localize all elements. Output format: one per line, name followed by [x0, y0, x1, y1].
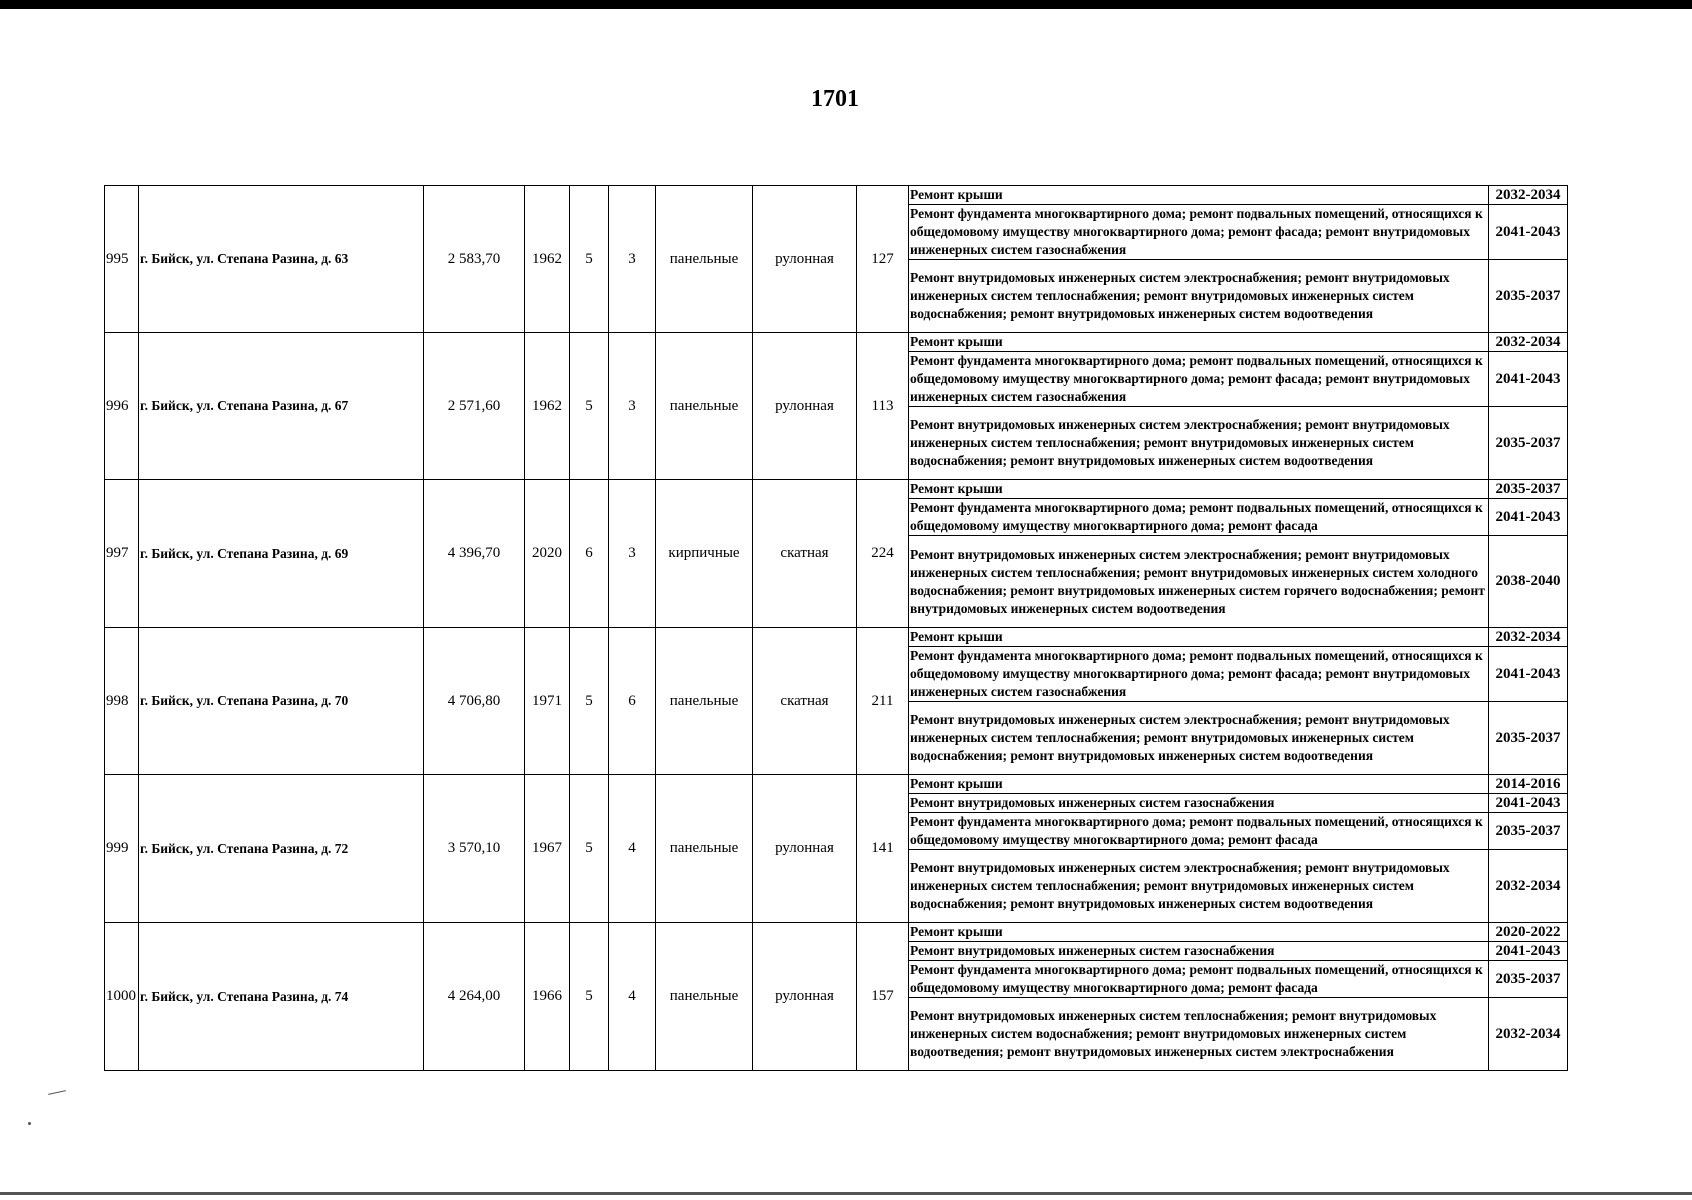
record-floors: 5: [570, 923, 609, 1071]
repair-schedule-body: [105, 186, 1568, 1071]
work-period: 2035-2037: [1489, 813, 1568, 850]
record-address: г. Бийск, ул. Степана Разина, д. 70: [139, 628, 424, 775]
work-period: 2038-2040: [1489, 536, 1568, 628]
record-floors: 5: [570, 775, 609, 923]
work-description: Ремонт фундамента многоквартирного дома; ремонт подвальных помещений, относящихся к общедомовому имуществу многоквартирного дома; ремонт фасада; ремонт внутридомовых инженерных систем газоснабжения: [909, 205, 1489, 260]
table-row: [105, 333, 1568, 352]
record-residents: 127: [857, 186, 909, 333]
record-number: 997: [105, 480, 139, 628]
work-description: Ремонт крыши: [909, 480, 1489, 499]
work-period: 2041-2043: [1489, 794, 1568, 813]
record-address: г. Бийск, ул. Степана Разина, д. 74: [139, 923, 424, 1071]
work-period: 2032-2034: [1489, 333, 1568, 352]
record-wall-material: панельные: [656, 775, 753, 923]
work-period: 2020-2022: [1489, 923, 1568, 942]
record-roof-type: рулонная: [753, 923, 857, 1071]
bottom-border-rule: [0, 1192, 1692, 1195]
record-residents: 211: [857, 628, 909, 775]
work-period: 2041-2043: [1489, 647, 1568, 702]
record-address: г. Бийск, ул. Степана Разина, д. 72: [139, 775, 424, 923]
record-roof-type: скатная: [753, 628, 857, 775]
record-number: 995: [105, 186, 139, 333]
work-description: Ремонт фундамента многоквартирного дома; ремонт подвальных помещений, относящихся к общедомовому имуществу многоквартирного дома; ремонт фасада; ремонт внутридомовых инженерных систем газоснабжения: [909, 647, 1489, 702]
record-wall-material: панельные: [656, 186, 753, 333]
record-roof-type: скатная: [753, 480, 857, 628]
record-area: 3 570,10: [424, 775, 525, 923]
record-residents: 224: [857, 480, 909, 628]
work-description: Ремонт внутридомовых инженерных систем газоснабжения: [909, 942, 1489, 961]
work-description: Ремонт фундамента многоквартирного дома; ремонт подвальных помещений, относящихся к общедомовому имуществу многоквартирного дома; ремонт фасада: [909, 499, 1489, 536]
work-description: Ремонт крыши: [909, 923, 1489, 942]
work-period: 2035-2037: [1489, 260, 1568, 333]
work-period: 2035-2037: [1489, 480, 1568, 499]
work-description: Ремонт фундамента многоквартирного дома; ремонт подвальных помещений, относящихся к общедомовому имуществу многоквартирного дома; ремонт фасада; ремонт внутридомовых инженерных систем газоснабжения: [909, 352, 1489, 407]
record-entrances: 4: [609, 923, 656, 1071]
work-period: 2035-2037: [1489, 702, 1568, 775]
record-area: 2 583,70: [424, 186, 525, 333]
record-area: 2 571,60: [424, 333, 525, 480]
work-period: 2032-2034: [1489, 186, 1568, 205]
record-number: 999: [105, 775, 139, 923]
work-description: Ремонт крыши: [909, 775, 1489, 794]
record-floors: 5: [570, 333, 609, 480]
work-description: Ремонт внутридомовых инженерных систем электроснабжения; ремонт внутридомовых инженерных систем теплоснабжения; ремонт внутридомовых инженерных систем водоснабжения; ремонт внутридомовых инженерных систем водоотведения: [909, 850, 1489, 923]
scan-artifact-mark: [48, 1090, 66, 1095]
record-wall-material: панельные: [656, 628, 753, 775]
record-year: 1962: [525, 186, 570, 333]
work-description: Ремонт внутридомовых инженерных систем теплоснабжения; ремонт внутридомовых инженерных систем водоснабжения; ремонт внутридомовых инженерных систем водоотведения; ремонт внутридомовых инженерных систем электроснабжения: [909, 998, 1489, 1071]
work-period: 2041-2043: [1489, 942, 1568, 961]
page-number: 1701: [811, 86, 859, 112]
table-row: [105, 923, 1568, 942]
record-floors: 5: [570, 186, 609, 333]
record-number: 998: [105, 628, 139, 775]
record-entrances: 4: [609, 775, 656, 923]
work-description: Ремонт крыши: [909, 186, 1489, 205]
scan-artifact-dot: [28, 1122, 31, 1125]
record-area: 4 706,80: [424, 628, 525, 775]
record-number: 1000: [105, 923, 139, 1071]
work-period: 2041-2043: [1489, 205, 1568, 260]
work-description: Ремонт внутридомовых инженерных систем электроснабжения; ремонт внутридомовых инженерных систем теплоснабжения; ремонт внутридомовых инженерных систем водоснабжения; ремонт внутридомовых инженерных систем водоотведения: [909, 407, 1489, 480]
table-row: [105, 628, 1568, 647]
work-description: Ремонт крыши: [909, 333, 1489, 352]
record-residents: 141: [857, 775, 909, 923]
work-period: 2032-2034: [1489, 850, 1568, 923]
record-roof-type: рулонная: [753, 333, 857, 480]
work-period: 2032-2034: [1489, 628, 1568, 647]
work-period: 2032-2034: [1489, 998, 1568, 1071]
record-floors: 5: [570, 628, 609, 775]
work-description: Ремонт фундамента многоквартирного дома; ремонт подвальных помещений, относящихся к общедомовому имуществу многоквартирного дома; ремонт фасада: [909, 813, 1489, 850]
record-number: 996: [105, 333, 139, 480]
record-entrances: 3: [609, 186, 656, 333]
repair-schedule-table: [104, 185, 1568, 1071]
table-row: [105, 186, 1568, 205]
record-area: 4 396,70: [424, 480, 525, 628]
work-period: 2035-2037: [1489, 961, 1568, 998]
work-period: 2014-2016: [1489, 775, 1568, 794]
work-period: 2041-2043: [1489, 499, 1568, 536]
work-period: 2035-2037: [1489, 407, 1568, 480]
record-year: 1962: [525, 333, 570, 480]
work-description: Ремонт крыши: [909, 628, 1489, 647]
record-wall-material: панельные: [656, 923, 753, 1071]
table-row: [105, 480, 1568, 499]
record-wall-material: кирпичные: [656, 480, 753, 628]
record-entrances: 3: [609, 333, 656, 480]
work-description: Ремонт внутридомовых инженерных систем электроснабжения; ремонт внутридомовых инженерных систем теплоснабжения; ремонт внутридомовых инженерных систем водоснабжения; ремонт внутридомовых инженерных систем водоотведения: [909, 260, 1489, 333]
record-roof-type: рулонная: [753, 775, 857, 923]
work-description: Ремонт внутридомовых инженерных систем газоснабжения: [909, 794, 1489, 813]
record-address: г. Бийск, ул. Степана Разина, д. 67: [139, 333, 424, 480]
record-address: г. Бийск, ул. Степана Разина, д. 69: [139, 480, 424, 628]
table-row: [105, 775, 1568, 794]
record-year: 1967: [525, 775, 570, 923]
record-address: г. Бийск, ул. Степана Разина, д. 63: [139, 186, 424, 333]
record-year: 1971: [525, 628, 570, 775]
record-residents: 157: [857, 923, 909, 1071]
record-roof-type: рулонная: [753, 186, 857, 333]
record-year: 1966: [525, 923, 570, 1071]
work-description: Ремонт фундамента многоквартирного дома; ремонт подвальных помещений, относящихся к общедомовому имуществу многоквартирного дома; ремонт фасада: [909, 961, 1489, 998]
record-entrances: 3: [609, 480, 656, 628]
record-floors: 6: [570, 480, 609, 628]
work-period: 2041-2043: [1489, 352, 1568, 407]
work-description: Ремонт внутридомовых инженерных систем электроснабжения; ремонт внутридомовых инженерных систем теплоснабжения; ремонт внутридомовых инженерных систем холодного водоснабжения; ремонт внутридомовых инженерных систем горячего водоснабжения; ремонт внутридомовых инженерных систем водоотведения: [909, 536, 1489, 628]
record-entrances: 6: [609, 628, 656, 775]
top-border-rule: [0, 0, 1692, 9]
record-wall-material: панельные: [656, 333, 753, 480]
record-residents: 113: [857, 333, 909, 480]
work-description: Ремонт внутридомовых инженерных систем электроснабжения; ремонт внутридомовых инженерных систем теплоснабжения; ремонт внутридомовых инженерных систем водоснабжения; ремонт внутридомовых инженерных систем водоотведения: [909, 702, 1489, 775]
record-year: 2020: [525, 480, 570, 628]
record-area: 4 264,00: [424, 923, 525, 1071]
